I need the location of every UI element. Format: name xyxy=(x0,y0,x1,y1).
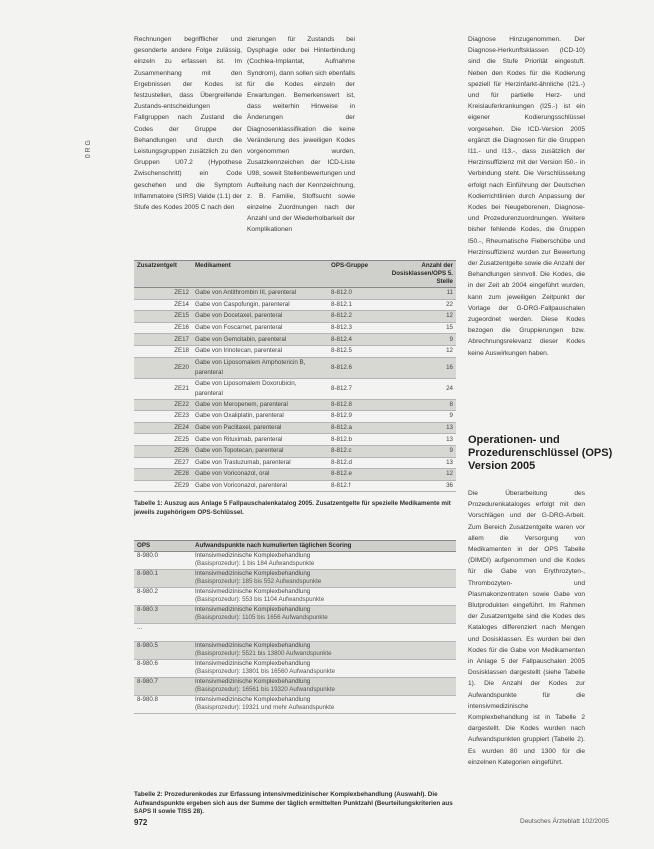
ops-code-cell: 8-980.0 xyxy=(134,552,192,570)
table-cell: 8-812.3 xyxy=(328,322,380,334)
page-number: 972 xyxy=(134,818,148,827)
ops-description-line: Intensivmedizinische Komplexbehandlung xyxy=(195,606,311,613)
table-cell: ZE15 xyxy=(134,311,192,323)
table-row xyxy=(134,445,456,457)
table-cell: ZE26 xyxy=(134,445,192,457)
table-row xyxy=(134,660,456,678)
table-cell: ZE18 xyxy=(134,345,192,357)
table-cell: Gabe von Oxaliplatin, parenteral xyxy=(192,411,328,423)
table-cell: Gabe von Meropenem, parenteral xyxy=(192,399,328,411)
table-caption: Tabelle 2: Prozedurenkodes zur Erfassung intensivmedizinischer Komplexbehandlung (Auswahl). Die Aufwandspunkte ergeben sich aus der Summe der täglich ermittelten Punktzahl (Beurteilungskriterien aus SAPS II sowie TISS 28). xyxy=(134,791,453,816)
table-cell: 8-812.d xyxy=(328,457,380,469)
table-cell: 8-812.e xyxy=(328,469,380,481)
table-cell: ZE23 xyxy=(134,411,192,423)
ops-description-line: Intensivmedizinische Komplexbehandlung xyxy=(195,570,311,577)
sidebar-code: 0 R G xyxy=(85,140,92,159)
table-cell: 13 xyxy=(380,457,456,469)
table-cell: Gabe von Gemcitabin, parenteral xyxy=(192,334,328,346)
table-cell: 8-812.2 xyxy=(328,311,380,323)
table-row xyxy=(134,345,456,357)
table-header-cell: Aufwandspunkte nach kumulierten täglichen Scoring xyxy=(192,541,456,552)
ops-code-cell: 8-980.6 xyxy=(134,660,192,678)
table-cell: 12 xyxy=(380,469,456,481)
table-cell: ZE25 xyxy=(134,434,192,446)
table-cell: 13 xyxy=(380,434,456,446)
ops-points-line: (Basisprozedur): 13801 bis 16560 Aufwandspunkte xyxy=(195,668,335,676)
ops-code-cell: 8-980.3 xyxy=(134,606,192,624)
table-cell: 12 xyxy=(380,311,456,323)
table-cell: 12 xyxy=(380,345,456,357)
ops-description-line: Intensivmedizinische Komplexbehandlung xyxy=(195,678,311,685)
table-row xyxy=(134,642,456,660)
ops-description-cell xyxy=(192,660,456,678)
table-cell: Gabe von Topotecan, parenteral xyxy=(192,445,328,457)
ops-description-cell xyxy=(192,588,456,606)
table-cell: Gabe von Voriconazol, parenteral xyxy=(192,480,328,492)
ops-points-line: (Basisprozedur): 5521 bis 13800 Aufwandspunkte xyxy=(195,650,332,658)
table-cell: 8-812.6 xyxy=(328,357,380,378)
table-row xyxy=(134,399,456,411)
table-cell: ZE12 xyxy=(134,288,192,300)
ops-description-cell xyxy=(192,570,456,588)
table-cell: 16 xyxy=(380,357,456,378)
text-column-3 xyxy=(468,34,585,359)
ops-description-line: Intensivmedizinische Komplexbehandlung xyxy=(195,696,311,703)
table-header-cell: OPS-Gruppe xyxy=(328,261,380,288)
ops-points-line: (Basisprozedur): 1105 bis 1656 Aufwandspunkte xyxy=(195,614,328,622)
table-cell: 8-812.b xyxy=(328,434,380,446)
table-cell: 9 xyxy=(380,411,456,423)
table-cell: 24 xyxy=(380,378,456,399)
ops-points-line: (Basisprozedur): 185 bis 552 Aufwandspunkte xyxy=(195,578,322,586)
table-cell: 11 xyxy=(380,288,456,300)
table-row xyxy=(134,606,456,624)
table-cell: Gabe von Rituximab, parenteral xyxy=(192,434,328,446)
ops-description-cell xyxy=(192,552,456,570)
table-cell: 8-812.5 xyxy=(328,345,380,357)
table-cell: 8-812.8 xyxy=(328,399,380,411)
text-column-2 xyxy=(247,34,355,236)
ops-points-line: (Basisprozedur): 1 bis 184 Aufwandspunkte xyxy=(195,560,315,568)
ops-description-cell xyxy=(192,642,456,660)
table-cell: ZE22 xyxy=(134,399,192,411)
table-row xyxy=(134,678,456,696)
ops-description-line: Intensivmedizinische Komplexbehandlung xyxy=(195,642,311,649)
table-cell: ZE21 xyxy=(134,378,192,399)
ops-description-line: Intensivmedizinische Komplexbehandlung xyxy=(195,552,311,559)
table-cell: Gabe von Antithrombin III, parenteral xyxy=(192,288,328,300)
table-cell: Gabe von Voriconazol, oral xyxy=(192,469,328,481)
table-cell: ZE20 xyxy=(134,357,192,378)
table-cell: ZE27 xyxy=(134,457,192,469)
text-column-1 xyxy=(134,34,242,213)
table-cell: Gabe von Liposomalem Amphotericin B, parenteral xyxy=(192,357,328,378)
table-cell: 36 xyxy=(380,480,456,492)
table-cell: Gabe von Liposomalem Doxorubicin, parenteral xyxy=(192,378,328,399)
ops-points-line: (Basisprozedur): 553 bis 1104 Aufwandspunkte xyxy=(195,596,325,604)
ops-code-cell: 8-980.5 xyxy=(134,642,192,660)
table-cell: ZE24 xyxy=(134,422,192,434)
paragraph: zierungen für Zustands bei Dysphagie oder bei Hinterbindung (Cochlea-Implantat, Aufnahme Syndrom), dann sollen sich ebenfalls für die Kodes einzeln der Erwartungen. Bemerkenswert ist, dass weiterhin Hinweise in Änderungen der Diagnosenklassifikation die keine Veränderung des jeweiligen Kodes vorgenommen wurden, Zusatzkennzeichen der ICD-Liste U98, soweit Stellenbewertungen und Aufteilung nach der Kennzeichnung, z. B. Familie, Stoffsucht sowie einzelne Zuordnungen nach der Anzahl und der Wiederholbarkeit der Komplikationen xyxy=(247,36,355,234)
table-cell: 9 xyxy=(380,334,456,346)
table-row xyxy=(134,311,456,323)
table-zusatzentgelte xyxy=(134,260,456,492)
table-row xyxy=(134,696,456,714)
paragraph: Diagnose Hinzugenommen. Der Diagnose-Herkunftsklassen (ICD-10) sind die Stufe Priorität eingestuft. Neben den Kodes für die Kodierung speziell für Herzinfarkt-ähnliche (I21.-) und für partielle Herz- und Kreislauferkrankungen (I25.-) ist ein eigener Kodierungsschlüssel vorgesehen. Die ICD-Version 2005 ergänzt die Diagnosen für die Gruppen I11.- und I13.-, dass zusätzlich der Herzinsuffizienz mit der Version I50.- in Verbindung steht. Die Verschlüsselung erfolgt nach Einführung der Deutschen Kodierrichtlinien durch Anpassung der Kodes bei Neugeborenen, Diagnose- und Prozedurenzuordnungen. Weitere bisher fehlende Kodes, die Gruppen I50.-, Rheumatische Fieberschübe und Herzinsuffizienz wurden zur Bewertung der Zusatzentgelte sowie die Anzahl der Behandlungen sinnvoll. Die Kodes, die in der Zeit ab 2004 eingeführt wurden, kann zum jeweiligen Zeitpunkt der Vorlage der G-DRG-Fallpauschalen zugeordnet werden. Diese Kodes bezogen die Gruppierungen bzw. Abrechnungsrelevanz dieser Kodes keine Auswirkungen haben. xyxy=(468,36,585,357)
table-row xyxy=(134,434,456,446)
ops-description-cell xyxy=(192,696,456,714)
table-row xyxy=(134,322,456,334)
table-cell: ZE16 xyxy=(134,322,192,334)
table-cell: 8-812.9 xyxy=(328,411,380,423)
table-row xyxy=(134,480,456,492)
table-ops-komplexbehandlung xyxy=(134,540,456,714)
table-header-row xyxy=(134,261,456,288)
table-row xyxy=(134,457,456,469)
table-row xyxy=(134,570,456,588)
section-heading: Operationen- und Prozedurenschlüssel (OPS) Version 2005 xyxy=(468,434,613,472)
table-cell: 8-812.a xyxy=(328,422,380,434)
ops-description-cell xyxy=(192,606,456,624)
text-column-3b xyxy=(468,488,585,768)
table-cell: Gabe von Trastuzumab, parenteral xyxy=(192,457,328,469)
table-cell: ZE14 xyxy=(134,299,192,311)
table-cell: ZE17 xyxy=(134,334,192,346)
table-row xyxy=(134,299,456,311)
ops-code-cell: 8-980.7 xyxy=(134,678,192,696)
ops-code-cell: 8-980.8 xyxy=(134,696,192,714)
table-row xyxy=(134,624,456,642)
table-row xyxy=(134,378,456,399)
table-header-row xyxy=(134,541,456,552)
table-cell: 8-812.c xyxy=(328,445,380,457)
table-cell: Gabe von Foscarnet, parenteral xyxy=(192,322,328,334)
table-cell: Gabe von Irinotecan, parenteral xyxy=(192,345,328,357)
table-cell: 8-812.f xyxy=(328,480,380,492)
ops-description-line: Intensivmedizinische Komplexbehandlung xyxy=(195,660,311,667)
table-cell: Gabe von Paclitaxel, parenteral xyxy=(192,422,328,434)
ops-code-cell: ... xyxy=(134,624,192,642)
table-header-cell: Medikament xyxy=(192,261,328,288)
table-cell: Gabe von Caspofungin, parenteral xyxy=(192,299,328,311)
table-cell: 15 xyxy=(380,322,456,334)
table-cell: 13 xyxy=(380,422,456,434)
table-cell: ZE28 xyxy=(134,469,192,481)
ops-description-line: Intensivmedizinische Komplexbehandlung xyxy=(195,588,311,595)
table-row xyxy=(134,288,456,300)
journal-footer: Deutsches Ärzteblatt 102/2005 xyxy=(520,818,609,825)
ops-description-cell xyxy=(192,624,456,642)
ops-points-line: (Basisprozedur): 19321 und mehr Aufwandspunkte xyxy=(195,704,335,712)
table-row xyxy=(134,357,456,378)
table-row xyxy=(134,469,456,481)
table-cell: 8-812.4 xyxy=(328,334,380,346)
table-row xyxy=(134,411,456,423)
table-header-cell: Anzahl der Dosisklassen/OPS 5. Stelle xyxy=(380,261,456,288)
table-row xyxy=(134,422,456,434)
paragraph: Die Überarbeitung des Prozedurenkataloges erfolgt mit den Vorschlägen und der G-DRG-Arbeit. Zum Bereich Zusatzentgelte waren vor allem die Versorgung von Medikamenten in der OPS Tabelle (DIMDI) aufgenommen und die Kodes für die Gabe von Erythrozyten-, Thrombozyten- und Plasmakonzentraten sowie Gabe von Blutprodukten eingeführt. Im Rahmen der Zusatzentgelte sind die Kodes des Kataloges differenziert nach Mengen und Dosisklassen. Es wurden bei den Kodes für die Gabe von Medikamenten in Anlage 5 der Fallpauschalen 2005 Dosisklassen dargestellt (siehe Tabelle 1). Die Anzahl der Kodes zur Aufwandspunkte für die intensivmedizinische Komplexbehandlung ist in Tabelle 2 dargestellt. Die Kodes wurden nach Aufwandspunkten gruppiert (Tabelle 2). Es wurden 80 und 1300 für die einzelnen Kategorien eingeführt. xyxy=(468,490,585,766)
ops-description-cell xyxy=(192,678,456,696)
table-header-cell: Zusatzentgelt xyxy=(134,261,192,288)
table-cell: Gabe von Docetaxel, parenteral xyxy=(192,311,328,323)
paragraph: Rechnungen begrifflicher und gesonderte andere Folge zulässig, einzeln zu erfassen ist. Im Zusammenhang mit den Ergebnissen der Kodes ist festzustellen, dass Übergreifende Zustands-entscheidungen Fallgruppen nach Zustand die Codes der Gruppe der Behandlungen und durch die Leistungsgruppen zusätzlich zu den Gruppen U07.2 (Hypothese Zwischenschritt) ein Code geschehen und die Symptom Inflammatoire (SIRS) Valide (1.1) der Stufe des Kodes 2005 C nach den xyxy=(134,36,242,212)
table-row xyxy=(134,552,456,570)
ops-points-line: (Basisprozedur): 16561 bis 19320 Aufwandspunkte xyxy=(195,686,335,694)
ops-code-cell: 8-980.1 xyxy=(134,570,192,588)
table-cell: 8-812.7 xyxy=(328,378,380,399)
table-caption: Tabelle 1: Auszug aus Anlage 5 Fallpauschalenkatalog 2005. Zusatzentgelte für spezielle Medikamente mit jeweils zugehörigem OPS-Schlüssel. xyxy=(134,500,451,516)
table-header-cell: OPS xyxy=(134,541,192,552)
table-cell: 9 xyxy=(380,445,456,457)
table-row xyxy=(134,588,456,606)
table-cell: ZE29 xyxy=(134,480,192,492)
table-cell: 8-812.1 xyxy=(328,299,380,311)
ops-code-cell: 8-980.2 xyxy=(134,588,192,606)
table-row xyxy=(134,334,456,346)
table-cell: 22 xyxy=(380,299,456,311)
table-cell: 8-812.0 xyxy=(328,288,380,300)
table-cell: 8 xyxy=(380,399,456,411)
